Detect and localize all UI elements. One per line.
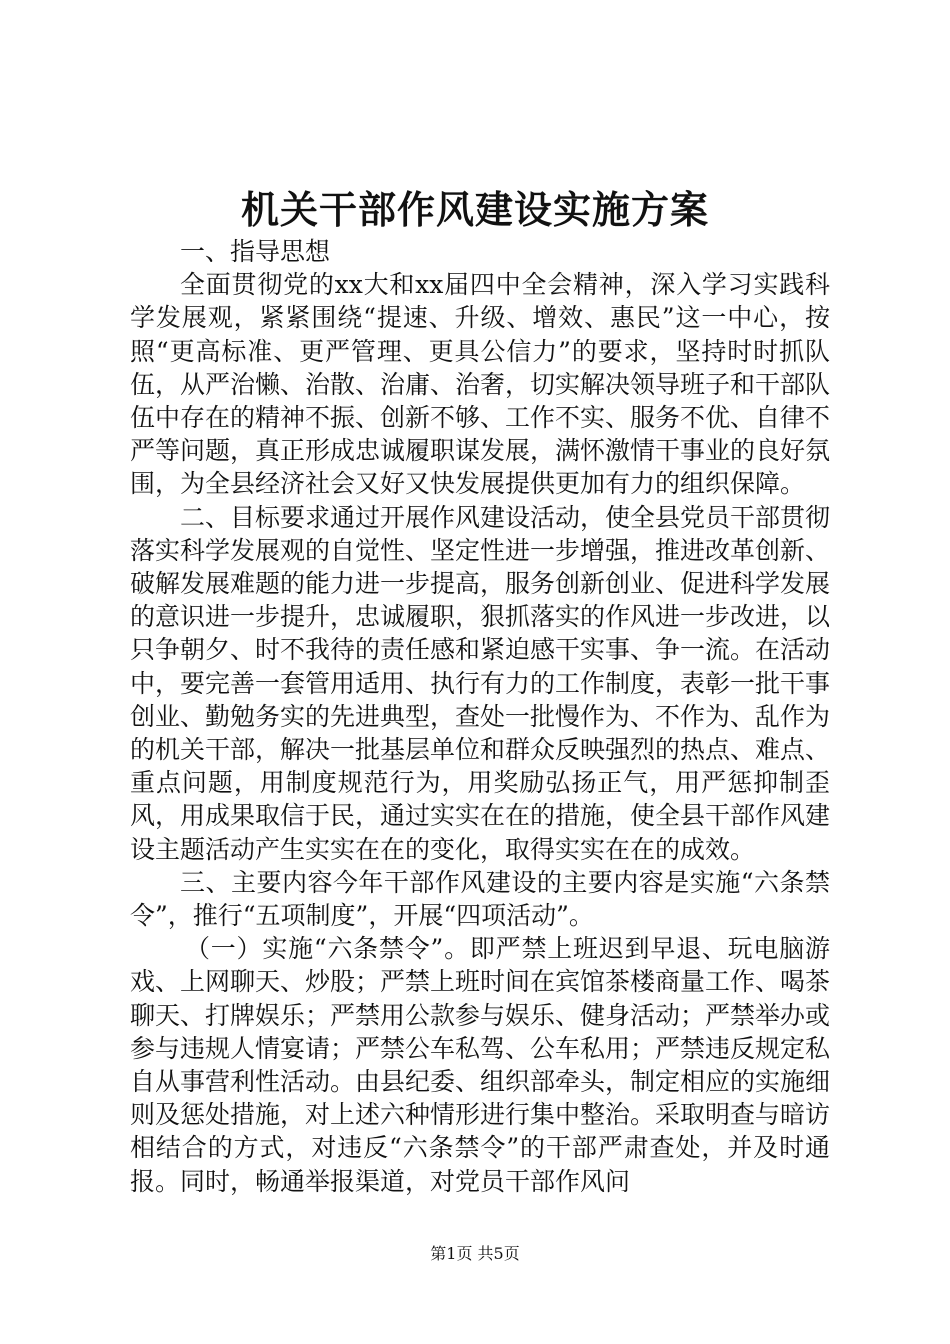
document-body — [130, 235, 830, 1198]
document-title: 机关干部作风建设实施方案 — [240, 187, 709, 232]
paragraph: 全面贯彻党的xx大和xx届四中全会精神，深入学习实践科学发展观，紧紧围绕“提速、升级、增效、惠民”这一中心，按照“更高标准、更严管理、更具公信力”的要求，坚持时时抓队伍，从严治懒、治散、治庸、治奢，切实解决领导班子和干部队伍中存在的精神不振、创新不够、工作不实、服务不优、自律不严等问题，真正形成忠诚履职谋发展，满怀激情干事业的良好氛围，为全县经济社会又好又快发展提供更加有力的组织保障。 — [130, 270, 831, 499]
paragraph: （一）实施“六条禁令”。即严禁上班迟到早退、玩电脑游戏、上网聊天、炒股；严禁上班时间在宾馆茶楼商量工作、喝茶聊天、打牌娱乐；严禁用公款参与娱乐、健身活动；严禁举办或参与违规人情宴请；严禁公车私驾、公车私用；严禁违反规定私自从事营利性活动。由县纪委、组织部牵头，制定相应的实施细则及惩处措施，对上述六种情形进行集中整治。采取明查与暗访相结合的方式，对违反“六条禁令”的干部严肃查处，并及时通报。同时，畅通举报渠道，对党员干部作风问 — [130, 934, 831, 1196]
paragraph: 二、目标要求通过开展作风建设活动，使全县党员干部贯彻落实科学发展观的自觉性、坚定性进一步增强，推进改革创新、破解发展难题的能力进一步提高，服务创新创业、促进科学发展的意识进一步提升，忠诚履职，狠抓落实的作风进一步改进，以只争朝夕、时不我待的责任感和紧迫感干实事、争一流。在活动中，要完善一套管用适用、执行有力的工作制度，表彰一批干事创业、勤勉务实的先进典型，查处一批慢作为、不作为、乱作为的机关干部，解决一批基层单位和群众反映强烈的热点、难点、重点问题，用制度规范行为，用奖励弘扬正气，用严惩抑制歪风，用成果取信于民，通过实实在在的措施，使全县干部作风建设主题活动产生实实在在的变化，取得实实在在的成效。 — [130, 502, 831, 864]
page-number-footer: 第1页 共5页 — [430, 1244, 520, 1263]
paragraph: 三、主要内容今年干部作风建设的主要内容是实施“六条禁令”，推行“五项制度”，开展“四项活动”。 — [130, 867, 830, 931]
section-heading-guiding-ideology: 一、指导思想 — [180, 237, 331, 266]
